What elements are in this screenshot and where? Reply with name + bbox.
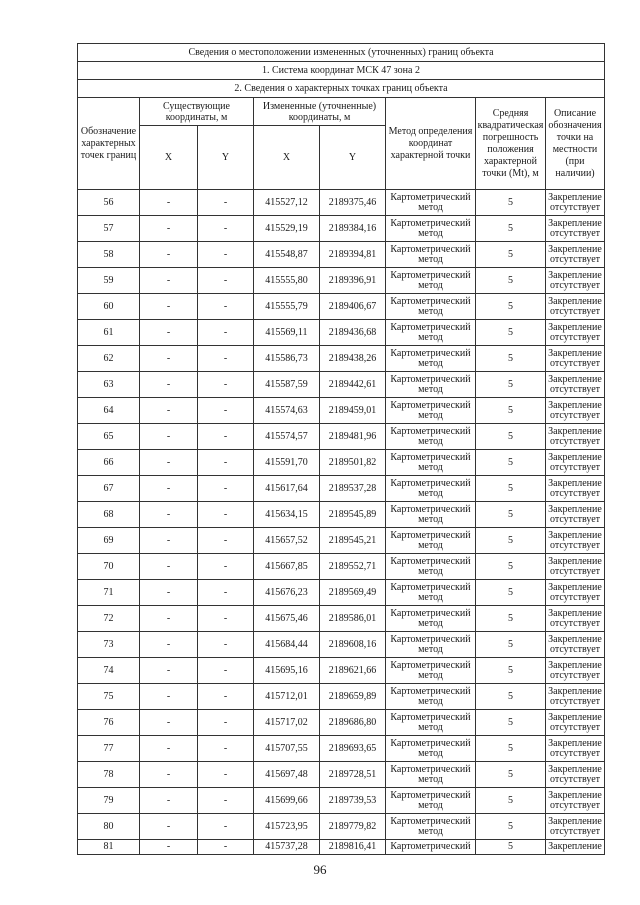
cell-existing-x: -: [140, 294, 198, 320]
cell-point-number: 79: [78, 788, 140, 814]
cell-existing-y: -: [198, 788, 254, 814]
cell-error: 5: [476, 606, 546, 632]
cell-method: Картометрический метод: [386, 658, 476, 684]
table-row: [78, 658, 605, 684]
cell-method: Картометрический метод: [386, 606, 476, 632]
cell-existing-x: -: [140, 398, 198, 424]
cell-description: Закрепление отсутствует: [546, 580, 605, 606]
cell-existing-y: -: [198, 424, 254, 450]
cell-changed-x: 415529,19: [254, 216, 320, 242]
cell-changed-x: 415527,12: [254, 190, 320, 216]
cell-existing-y: -: [198, 502, 254, 528]
cell-point-number: 80: [78, 814, 140, 840]
cell-changed-y: 2189552,71: [320, 554, 386, 580]
cell-description: Закрепление отсутствует: [546, 632, 605, 658]
cell-point-number: 65: [78, 424, 140, 450]
cell-existing-x: -: [140, 658, 198, 684]
cell-changed-y: 2189779,82: [320, 814, 386, 840]
cell-changed-x: 415617,64: [254, 476, 320, 502]
table-row: [78, 398, 605, 424]
cell-existing-x: -: [140, 840, 198, 855]
cell-method: Картометрический метод: [386, 372, 476, 398]
cell-changed-y: 2189621,66: [320, 658, 386, 684]
cell-changed-x: 415737,28: [254, 840, 320, 855]
cell-error: 5: [476, 762, 546, 788]
cell-changed-y: 2189686,80: [320, 710, 386, 736]
cell-changed-x: 415717,02: [254, 710, 320, 736]
cell-error: 5: [476, 242, 546, 268]
cell-point-number: 67: [78, 476, 140, 502]
cell-method: Картометрический метод: [386, 684, 476, 710]
header-existing-y: Y: [198, 126, 254, 190]
cell-method: Картометрический метод: [386, 268, 476, 294]
table-row: [78, 840, 605, 855]
cell-description: Закрепление отсутствует: [546, 268, 605, 294]
cell-existing-y: -: [198, 190, 254, 216]
header-changed-y: Y: [320, 126, 386, 190]
table-row: [78, 762, 605, 788]
table-row: [78, 424, 605, 450]
cell-error: 5: [476, 580, 546, 606]
cell-point-number: 81: [78, 840, 140, 855]
cell-existing-x: -: [140, 190, 198, 216]
cell-existing-x: -: [140, 476, 198, 502]
cell-changed-x: 415587,59: [254, 372, 320, 398]
cell-point-number: 73: [78, 632, 140, 658]
table-row: [78, 710, 605, 736]
cell-error: 5: [476, 788, 546, 814]
cell-error: 5: [476, 658, 546, 684]
cell-point-number: 59: [78, 268, 140, 294]
cell-method: Картометрический метод: [386, 814, 476, 840]
cell-point-number: 61: [78, 320, 140, 346]
cell-method: Картометрический метод: [386, 476, 476, 502]
table-row: [78, 606, 605, 632]
cell-error: 5: [476, 502, 546, 528]
cell-description: Закрепление отсутствует: [546, 788, 605, 814]
cell-existing-y: -: [198, 840, 254, 855]
cell-changed-x: 415586,73: [254, 346, 320, 372]
header-description: Описание обозначения точки на местности (при наличии): [546, 98, 605, 190]
cell-point-number: 78: [78, 762, 140, 788]
cell-changed-y: 2189501,82: [320, 450, 386, 476]
cell-method: Картометрический метод: [386, 242, 476, 268]
cell-existing-y: -: [198, 294, 254, 320]
cell-existing-x: -: [140, 320, 198, 346]
header-existing-x: X: [140, 126, 198, 190]
cell-changed-y: 2189693,65: [320, 736, 386, 762]
table-row: [78, 632, 605, 658]
table-title: Сведения о местоположении измененных (уточненных) границ объекта: [78, 44, 605, 62]
cell-existing-y: -: [198, 658, 254, 684]
cell-changed-x: 415574,63: [254, 398, 320, 424]
table-row: [78, 268, 605, 294]
cell-point-number: 66: [78, 450, 140, 476]
cell-error: 5: [476, 840, 546, 855]
cell-description: Закрепление отсутствует: [546, 684, 605, 710]
cell-method: Картометрический метод: [386, 190, 476, 216]
cell-description: Закрепление отсутствует: [546, 242, 605, 268]
cell-method: Картометрический метод: [386, 294, 476, 320]
cell-existing-y: -: [198, 476, 254, 502]
table-row: [78, 346, 605, 372]
cell-changed-x: 415675,46: [254, 606, 320, 632]
cell-method: Картометрический метод: [386, 736, 476, 762]
cell-point-number: 63: [78, 372, 140, 398]
cell-existing-x: -: [140, 684, 198, 710]
table-row: [78, 450, 605, 476]
cell-changed-x: 415695,16: [254, 658, 320, 684]
cell-changed-x: 415676,23: [254, 580, 320, 606]
table-row: [78, 372, 605, 398]
cell-existing-x: -: [140, 268, 198, 294]
cell-description: Закрепление отсутствует: [546, 372, 605, 398]
cell-method: Картометрический метод: [386, 398, 476, 424]
cell-description: Закрепление: [546, 840, 605, 855]
cell-error: 5: [476, 528, 546, 554]
table-row: [78, 580, 605, 606]
cell-changed-y: 2189436,68: [320, 320, 386, 346]
cell-existing-y: -: [198, 398, 254, 424]
table-row: [78, 502, 605, 528]
cell-description: Закрепление отсутствует: [546, 398, 605, 424]
header-error: Средняя квадратическая погрешность положения характерной точки (Mt), м: [476, 98, 546, 190]
cell-error: 5: [476, 632, 546, 658]
cell-changed-x: 415555,80: [254, 268, 320, 294]
cell-method: Картометрический метод: [386, 554, 476, 580]
cell-point-number: 74: [78, 658, 140, 684]
cell-error: 5: [476, 216, 546, 242]
cell-existing-y: -: [198, 528, 254, 554]
page-number: 96: [313, 862, 327, 877]
cell-changed-y: 2189816,41: [320, 840, 386, 855]
cell-existing-y: -: [198, 320, 254, 346]
cell-existing-y: -: [198, 346, 254, 372]
cell-point-number: 64: [78, 398, 140, 424]
table-row: [78, 684, 605, 710]
cell-method: Картометрический метод: [386, 216, 476, 242]
cell-error: 5: [476, 320, 546, 346]
cell-existing-y: -: [198, 736, 254, 762]
cell-method: Картометрический метод: [386, 320, 476, 346]
cell-error: 5: [476, 424, 546, 450]
cell-description: Закрепление отсутствует: [546, 476, 605, 502]
table-row: [78, 190, 605, 216]
cell-existing-x: -: [140, 424, 198, 450]
cell-description: Закрепление отсутствует: [546, 814, 605, 840]
cell-changed-x: 415555,79: [254, 294, 320, 320]
cell-existing-x: -: [140, 580, 198, 606]
cell-description: Закрепление отсутствует: [546, 320, 605, 346]
table-row: [78, 216, 605, 242]
cell-description: Закрепление отсутствует: [546, 762, 605, 788]
header-designation: Обозначение характерных точек границ: [78, 98, 140, 190]
cell-method: Картометрический метод: [386, 450, 476, 476]
cell-point-number: 77: [78, 736, 140, 762]
table-body: [78, 190, 605, 855]
cell-existing-x: -: [140, 502, 198, 528]
cell-existing-x: -: [140, 632, 198, 658]
cell-method: Картометрический метод: [386, 502, 476, 528]
cell-changed-x: 415569,11: [254, 320, 320, 346]
cell-changed-x: 415707,55: [254, 736, 320, 762]
header-method: Метод определения координат характерной точки: [386, 98, 476, 190]
cell-existing-y: -: [198, 268, 254, 294]
cell-method: Картометрический: [386, 840, 476, 855]
cell-changed-x: 415591,70: [254, 450, 320, 476]
cell-method: Картометрический метод: [386, 710, 476, 736]
cell-error: 5: [476, 190, 546, 216]
cell-existing-x: -: [140, 242, 198, 268]
cell-error: 5: [476, 736, 546, 762]
table-row: [78, 736, 605, 762]
cell-error: 5: [476, 398, 546, 424]
cell-description: Закрепление отсутствует: [546, 346, 605, 372]
cell-changed-y: 2189537,28: [320, 476, 386, 502]
cell-error: 5: [476, 554, 546, 580]
cell-point-number: 70: [78, 554, 140, 580]
cell-method: Картометрический метод: [386, 788, 476, 814]
cell-changed-y: 2189384,16: [320, 216, 386, 242]
table-row: [78, 814, 605, 840]
cell-changed-x: 415697,48: [254, 762, 320, 788]
cell-point-number: 69: [78, 528, 140, 554]
cell-existing-y: -: [198, 632, 254, 658]
cell-description: Закрепление отсутствует: [546, 424, 605, 450]
cell-description: Закрепление отсутствует: [546, 606, 605, 632]
cell-description: Закрепление отсутствует: [546, 216, 605, 242]
cell-changed-x: 415699,66: [254, 788, 320, 814]
cell-changed-y: 2189394,81: [320, 242, 386, 268]
cell-changed-y: 2189659,89: [320, 684, 386, 710]
table-row: [78, 242, 605, 268]
cell-description: Закрепление отсутствует: [546, 190, 605, 216]
cell-changed-y: 2189396,91: [320, 268, 386, 294]
cell-method: Картометрический метод: [386, 528, 476, 554]
points-section-title: 2. Сведения о характерных точках границ объекта: [78, 80, 605, 98]
cell-point-number: 56: [78, 190, 140, 216]
cell-existing-x: -: [140, 788, 198, 814]
boundary-points-table: [77, 43, 605, 855]
table-row: [78, 476, 605, 502]
header-existing-coordinates: Существующие координаты, м: [140, 98, 254, 126]
cell-description: Закрепление отсутствует: [546, 294, 605, 320]
cell-changed-x: 415657,52: [254, 528, 320, 554]
cell-existing-y: -: [198, 710, 254, 736]
table-row: [78, 294, 605, 320]
cell-existing-y: -: [198, 580, 254, 606]
cell-point-number: 76: [78, 710, 140, 736]
cell-existing-y: -: [198, 606, 254, 632]
cell-point-number: 72: [78, 606, 140, 632]
cell-description: Закрепление отсутствует: [546, 554, 605, 580]
cell-changed-y: 2189569,49: [320, 580, 386, 606]
cell-changed-y: 2189459,01: [320, 398, 386, 424]
table-row: [78, 528, 605, 554]
cell-changed-y: 2189728,51: [320, 762, 386, 788]
cell-point-number: 60: [78, 294, 140, 320]
cell-method: Картометрический метод: [386, 580, 476, 606]
cell-error: 5: [476, 450, 546, 476]
cell-changed-x: 415723,95: [254, 814, 320, 840]
cell-existing-x: -: [140, 606, 198, 632]
cell-existing-y: -: [198, 684, 254, 710]
cell-point-number: 75: [78, 684, 140, 710]
cell-description: Закрепление отсутствует: [546, 528, 605, 554]
cell-method: Картометрический метод: [386, 762, 476, 788]
cell-changed-y: 2189442,61: [320, 372, 386, 398]
cell-changed-x: 415548,87: [254, 242, 320, 268]
header-changed-x: X: [254, 126, 320, 190]
cell-description: Закрепление отсутствует: [546, 710, 605, 736]
cell-changed-x: 415684,44: [254, 632, 320, 658]
cell-existing-y: -: [198, 450, 254, 476]
cell-method: Картометрический метод: [386, 346, 476, 372]
cell-description: Закрепление отсутствует: [546, 450, 605, 476]
cell-existing-x: -: [140, 346, 198, 372]
cell-changed-x: 415634,15: [254, 502, 320, 528]
cell-method: Картометрический метод: [386, 632, 476, 658]
cell-changed-y: 2189438,26: [320, 346, 386, 372]
cell-existing-x: -: [140, 216, 198, 242]
cell-error: 5: [476, 372, 546, 398]
cell-description: Закрепление отсутствует: [546, 736, 605, 762]
cell-error: 5: [476, 814, 546, 840]
cell-changed-y: 2189375,46: [320, 190, 386, 216]
cell-description: Закрепление отсутствует: [546, 658, 605, 684]
cell-changed-y: 2189739,53: [320, 788, 386, 814]
cell-changed-x: 415667,85: [254, 554, 320, 580]
cell-existing-x: -: [140, 372, 198, 398]
cell-changed-x: 415712,01: [254, 684, 320, 710]
table-row: [78, 320, 605, 346]
cell-changed-y: 2189481,96: [320, 424, 386, 450]
cell-method: Картометрический метод: [386, 424, 476, 450]
cell-point-number: 58: [78, 242, 140, 268]
cell-existing-x: -: [140, 554, 198, 580]
cell-changed-y: 2189608,16: [320, 632, 386, 658]
cell-changed-y: 2189586,01: [320, 606, 386, 632]
cell-point-number: 62: [78, 346, 140, 372]
cell-point-number: 57: [78, 216, 140, 242]
cell-error: 5: [476, 346, 546, 372]
cell-existing-y: -: [198, 762, 254, 788]
cell-existing-x: -: [140, 710, 198, 736]
cell-existing-x: -: [140, 528, 198, 554]
cell-changed-y: 2189545,21: [320, 528, 386, 554]
cell-changed-x: 415574,57: [254, 424, 320, 450]
cell-error: 5: [476, 684, 546, 710]
cell-existing-x: -: [140, 814, 198, 840]
cell-point-number: 68: [78, 502, 140, 528]
cell-existing-y: -: [198, 814, 254, 840]
cell-existing-x: -: [140, 450, 198, 476]
cell-existing-y: -: [198, 242, 254, 268]
cell-error: 5: [476, 476, 546, 502]
cell-point-number: 71: [78, 580, 140, 606]
cell-existing-x: -: [140, 762, 198, 788]
cell-error: 5: [476, 268, 546, 294]
cell-existing-y: -: [198, 554, 254, 580]
table-row: [78, 554, 605, 580]
cell-error: 5: [476, 294, 546, 320]
cell-description: Закрепление отсутствует: [546, 502, 605, 528]
cell-error: 5: [476, 710, 546, 736]
coordinate-system-title: 1. Система координат МСК 47 зона 2: [78, 62, 605, 80]
cell-changed-y: 2189545,89: [320, 502, 386, 528]
cell-existing-y: -: [198, 216, 254, 242]
cell-existing-y: -: [198, 372, 254, 398]
table-row: [78, 788, 605, 814]
cell-existing-x: -: [140, 736, 198, 762]
cell-changed-y: 2189406,67: [320, 294, 386, 320]
header-changed-coordinates: Измененные (уточненные) координаты, м: [254, 98, 386, 126]
